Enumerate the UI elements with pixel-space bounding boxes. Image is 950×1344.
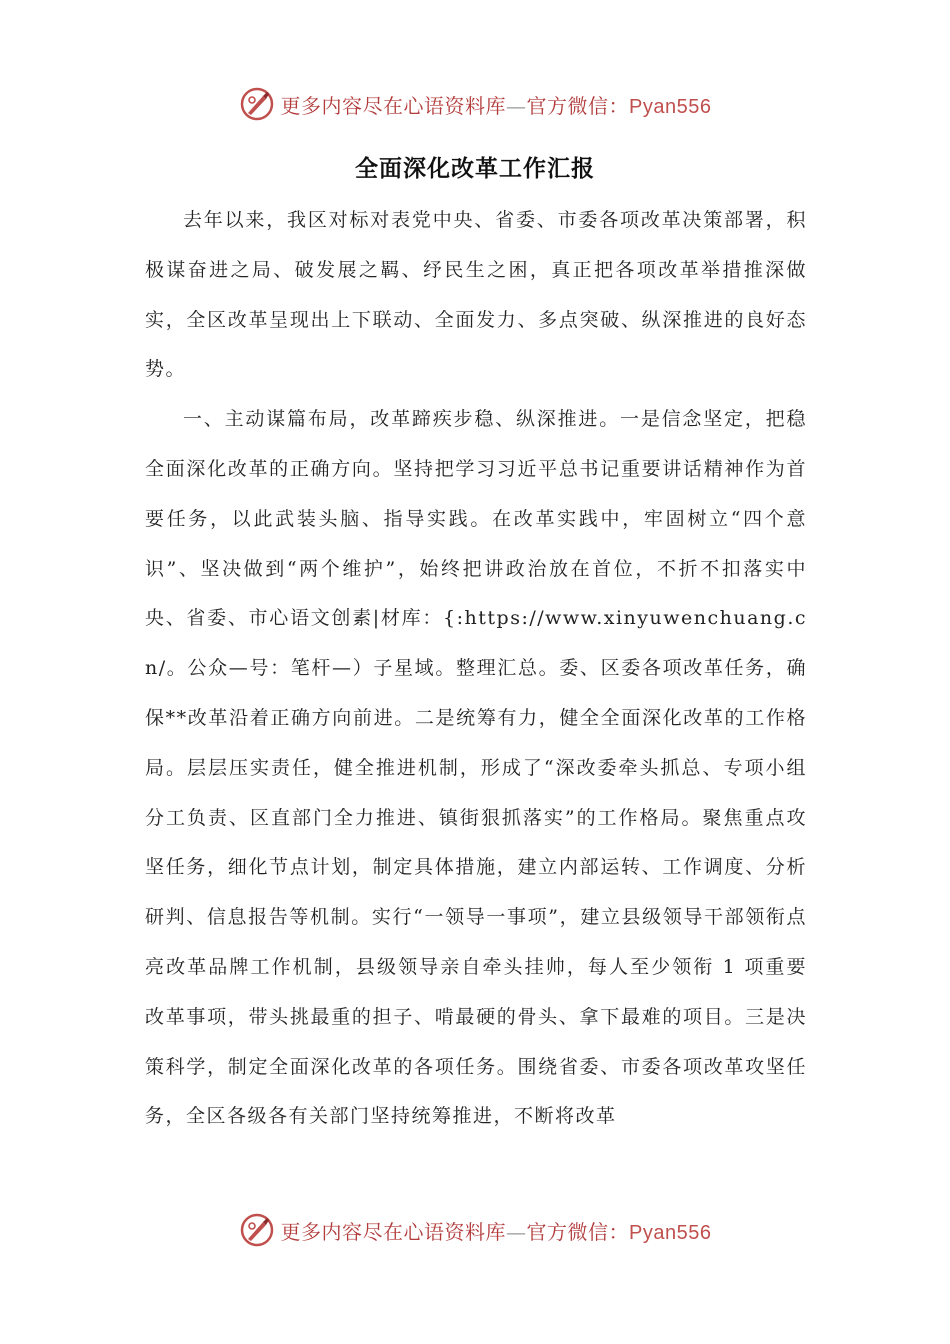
watermark-banner-top — [0, 80, 950, 128]
watermark-dash: — — [506, 93, 527, 118]
quill-logo-icon — [239, 1212, 275, 1248]
paragraph-section-one: 一、主动谋篇布局，改革蹄疾步稳、纵深推进。一是信念坚定，把稳全面深化改革的正确方向。坚持把学习习近平总书记重要讲话精神作为首要任务，以此武装头脑、指导实践。在改革实践中，牢固树立“四个意识”、坚决做到“两个维护”，始终把讲政治放在首位，不折不扣落实中央、省委、市心语文创素|材库：{:https://www.xinyuwenchuang.cn/。公众—号：笔杆—）子星域。整理汇总。委、区委各项改革任务，确保**改革沿着正确方向前进。二是统筹有力，健全全面深化改革的工作格局。层层压实责任，健全推进机制，形成了“深改委牵头抓总、专项小组分工负责、区直部门全力推进、镇街狠抓落实”的工作格局。聚焦重点攻坚任务，细化节点计划，制定具体措施，建立内部运转、工作调度、分析研判、信息报告等机制。实行“一领导一事项”，建立县级领导干部领衔点亮改革品牌工作机制，县级领导亲自牵头挂帅，每人至少领衔 1 项重要改革事项，带头挑最重的担子、啃最硬的骨头、拿下最难的项目。三是决策科学，制定全面深化改革的各项任务。围绕省委、市委各项改革攻坚任务，全区各级各有关部门坚持统筹推进，不断将改革 — [145, 408, 807, 1128]
watermark-text — [281, 90, 712, 119]
watermark-official: 官方微信： — [526, 1219, 630, 1244]
quill-logo-icon — [239, 86, 275, 122]
document-body — [145, 196, 807, 1142]
watermark-official: 官方微信： — [526, 93, 630, 118]
watermark-banner-bottom — [0, 1206, 950, 1254]
watermark-wechat-id: Pyan556 — [629, 1221, 712, 1244]
watermark-site: 更多内容尽在心语资料库 — [280, 93, 507, 118]
paragraph-intro: 去年以来，我区对标对表党中央、省委、市委各项改革决策部署，积极谋奋进之局、破发展之羁、纾民生之困，真正把各项改革举措推深做实，全区改革呈现出上下联动、全面发力、多点突破、纵深推进的良好态势。 — [145, 209, 807, 381]
watermark-site: 更多内容尽在心语资料库 — [280, 1219, 507, 1244]
watermark-wechat-id: Pyan556 — [629, 95, 712, 118]
watermark-text — [281, 1216, 712, 1245]
document-title: 全面深化改革工作汇报 — [355, 156, 595, 182]
watermark-dash: — — [506, 1219, 527, 1244]
